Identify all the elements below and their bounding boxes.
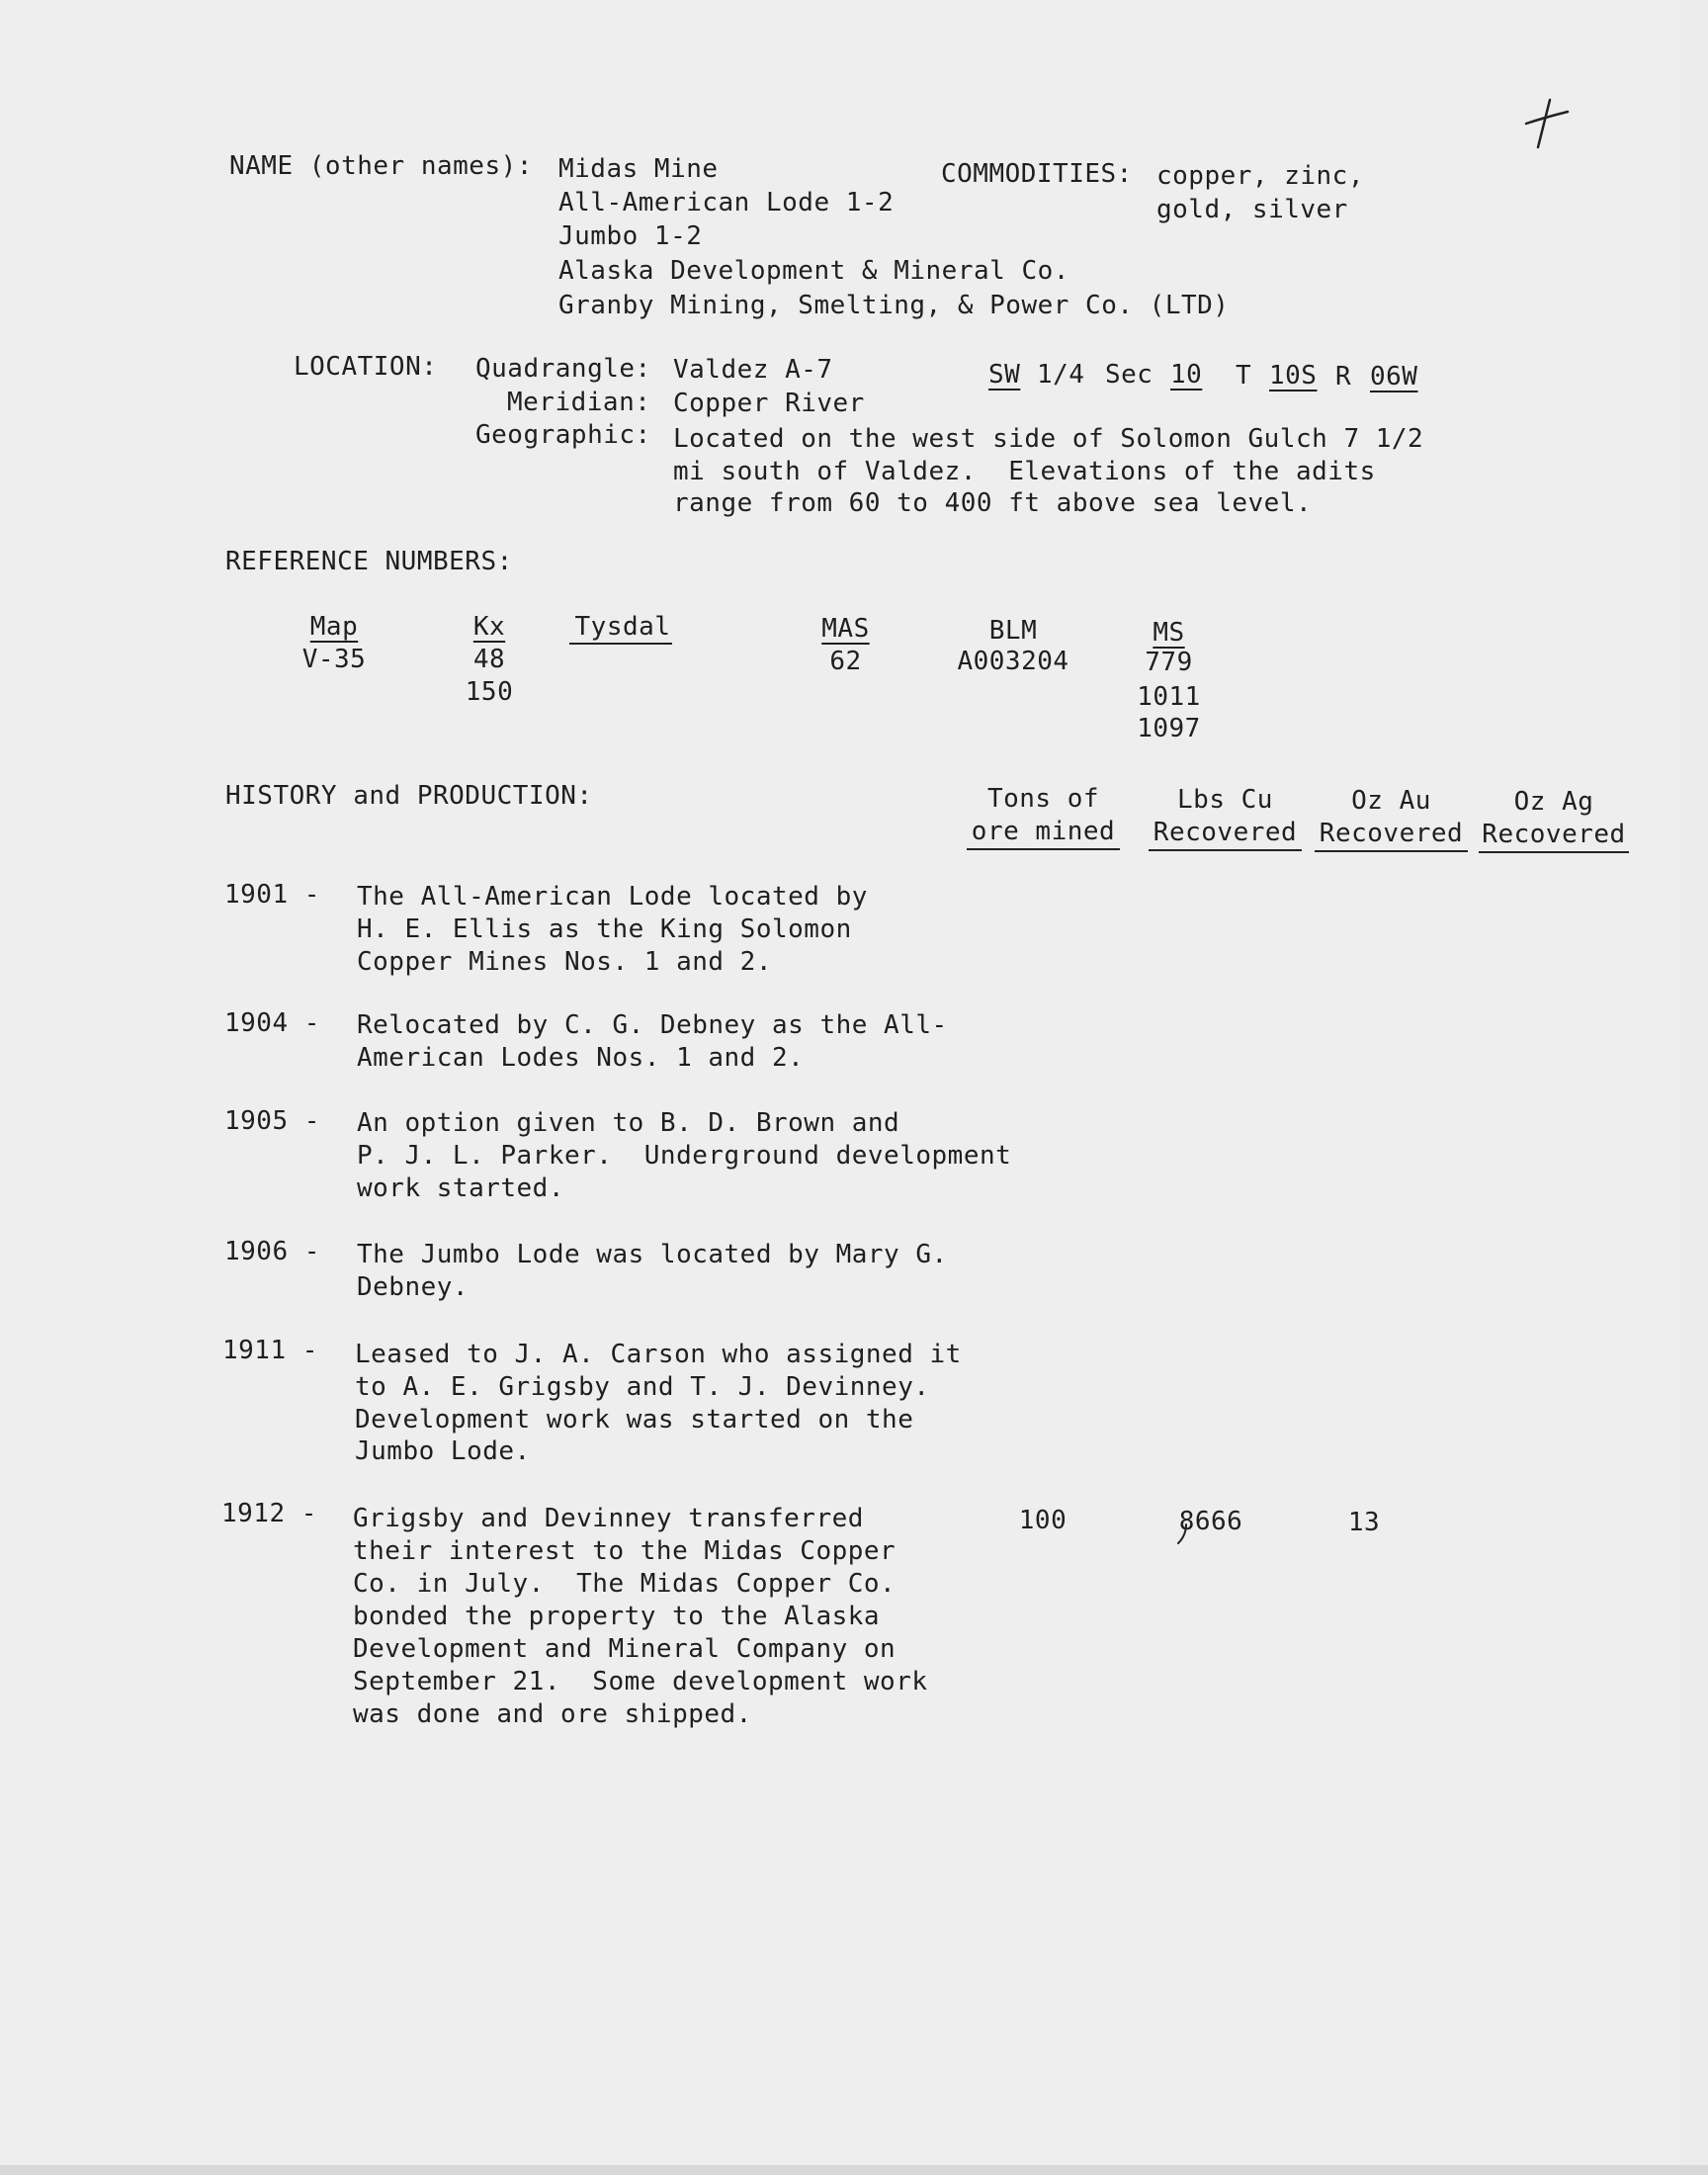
entry-text-line: An option given to B. D. Brown and — [357, 1108, 900, 1138]
name-item: Midas Mine — [558, 154, 719, 184]
entry-year: 1904 - — [224, 1008, 320, 1038]
name-item: Granby Mining, Smelting, & Power Co. (LTD) — [558, 291, 1230, 320]
production-tons: 100 — [1018, 1506, 1068, 1535]
commodities-line: gold, silver — [1156, 195, 1348, 224]
handwritten-check-mark — [1512, 94, 1572, 153]
entry-text-line: American Lodes Nos. 1 and 2. — [357, 1043, 805, 1073]
col-header-lbs-cu: Recovered — [1153, 818, 1298, 847]
entry-text-line: Development work was started on the — [355, 1405, 914, 1435]
quadrangle-label: Quadrangle: — [475, 354, 651, 384]
entry-text-line: Co. in July. The Midas Copper Co. — [353, 1569, 897, 1599]
entry-text-line: The All-American Lode located by — [357, 882, 868, 912]
col-header-underline — [1315, 850, 1468, 852]
entry-text-line: H. E. Ellis as the King Solomon — [357, 914, 852, 944]
ref-value-blm: A003204 — [957, 647, 1069, 676]
meridian-label: Meridian: — [507, 388, 651, 417]
ref-value-ms: 1097 — [1137, 714, 1201, 743]
handwritten-comma-mark — [1174, 1522, 1194, 1546]
entry-text-line: Leased to J. A. Carson who assigned it — [355, 1340, 962, 1369]
name-item: All-American Lode 1-2 — [558, 188, 895, 218]
location-label: LOCATION: — [294, 352, 438, 382]
col-header-oz-ag: Recovered — [1482, 820, 1626, 849]
commodities-line: copper, zinc, — [1156, 161, 1364, 191]
quarter-value: SW — [988, 360, 1021, 390]
reference-label: REFERENCE NUMBERS: — [225, 547, 513, 576]
township-label: T — [1236, 361, 1252, 391]
geographic-label: Geographic: — [475, 420, 651, 450]
geographic-line: range from 60 to 400 ft above sea level. — [673, 488, 1313, 518]
ref-value-kx: 48 — [472, 645, 506, 674]
tysdal-blank-underline — [569, 643, 672, 645]
ref-value-map: V-35 — [301, 645, 367, 674]
commodities-label: COMMODITIES: — [941, 159, 1133, 189]
entry-text-line: was done and ore shipped. — [353, 1699, 752, 1729]
meridian-value: Copper River — [673, 389, 865, 418]
ref-header-kx: Kx — [472, 612, 506, 642]
ref-header-tysdal: Tysdal — [574, 612, 671, 642]
ref-header-mas: MAS — [821, 614, 870, 644]
entry-text-line: Copper Mines Nos. 1 and 2. — [357, 947, 772, 977]
entry-text-line: their interest to the Midas Copper — [353, 1536, 897, 1566]
col-header-underline — [1479, 851, 1629, 853]
col-header-tons: ore mined — [971, 817, 1116, 846]
col-header-underline — [967, 848, 1120, 850]
fraction-value: 1/4 — [1037, 360, 1085, 390]
col-header-tons: Tons of — [986, 784, 1100, 814]
geographic-line: Located on the west side of Solomon Gulch 7 1/2 — [673, 424, 1424, 454]
range-label: R — [1335, 362, 1352, 392]
township-value: 10S — [1269, 361, 1318, 391]
entry-text-line: Jumbo Lode. — [355, 1436, 531, 1466]
ref-value-mas: 62 — [829, 647, 862, 676]
ref-value-ms: 779 — [1145, 648, 1193, 677]
col-header-lbs-cu: Lbs Cu — [1177, 785, 1273, 815]
entry-text-line: Development and Mineral Company on — [353, 1634, 897, 1664]
entry-text-line: Relocated by C. G. Debney as the All- — [357, 1010, 948, 1040]
entry-year: 1912 - — [221, 1499, 317, 1528]
col-header-oz-ag: Oz Ag — [1513, 787, 1594, 817]
entry-text-line: Grigsby and Devinney transferred — [353, 1504, 864, 1533]
col-header-oz-au: Recovered — [1319, 819, 1464, 848]
entry-text-line: Debney. — [357, 1272, 470, 1302]
entry-year: 1911 - — [222, 1336, 318, 1365]
entry-text-line: work started. — [357, 1174, 564, 1203]
ref-header-blm: BLM — [988, 616, 1038, 646]
ref-header-ms: MS — [1153, 618, 1185, 648]
entry-text-line: P. J. L. Parker. Underground development — [357, 1141, 1012, 1171]
entry-text-line: September 21. Some development work — [353, 1667, 928, 1696]
history-label: HISTORY and PRODUCTION: — [225, 781, 593, 811]
entry-text-line: The Jumbo Lode was located by Mary G. — [357, 1240, 948, 1269]
entry-year: 1905 - — [224, 1106, 320, 1136]
entry-year: 1906 - — [224, 1237, 320, 1266]
ref-value-ms: 1011 — [1137, 682, 1201, 712]
quadrangle-value: Valdez A-7 — [673, 355, 833, 385]
entry-year: 1901 - — [224, 880, 320, 910]
entry-text-line: to A. E. Grigsby and T. J. Devinney. — [355, 1372, 930, 1402]
name-label: NAME (other names): — [229, 151, 533, 181]
ref-header-map: Map — [309, 612, 359, 642]
sec-value: 10 — [1170, 360, 1203, 390]
col-header-underline — [1149, 849, 1302, 851]
name-item: Alaska Development & Mineral Co. — [558, 256, 1069, 286]
sec-label: Sec — [1105, 360, 1153, 390]
production-lbs-cu: 8666 — [1178, 1507, 1243, 1536]
production-oz-au: 13 — [1347, 1508, 1381, 1537]
name-item: Jumbo 1-2 — [558, 221, 703, 251]
ref-value-kx: 150 — [465, 677, 514, 707]
page-edge — [0, 2165, 1708, 2175]
col-header-oz-au: Oz Au — [1351, 786, 1431, 816]
range-value: 06W — [1370, 362, 1418, 392]
entry-text-line: bonded the property to the Alaska — [353, 1602, 881, 1631]
geographic-line: mi south of Valdez. Elevations of the adits — [673, 457, 1376, 486]
